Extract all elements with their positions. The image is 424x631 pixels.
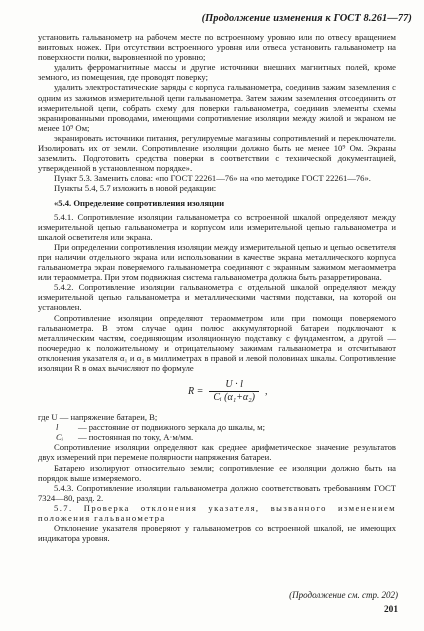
paragraph: Пункт 5.3. Заменить слова: «по ГОСТ 22261—76» на «по методике ГОСТ 22261—76». <box>54 173 371 184</box>
formula-fraction <box>209 380 259 403</box>
paragraph: Сопротивление изоляции определяют тераомметром или при помощи поверяемого гальванометра. В этом случае один полюс аккумуляторной батареи подключают к металлическим частям, соединяющим изоляционную подставку с фундаментом, а другой — поочередно к положительному и отрицательному зажимам гальванометра и отсчитывают отклонения указателя α₁ и α₂ в миллиметрах в правой и левой половинах шкалы. Сопротивление изоляции R в омах вычисляют по формуле <box>38 312 396 373</box>
continuation-note: (Продолжение см. стр. 202) <box>289 590 398 600</box>
paragraph: удалить электростатические заряды с корпуса гальванометра, соединив зажим заземления с одним из зажимов измерительной цепи гальванометра. Затем зажим заземления отсоединить от измерительной цепи, собрать схему для поверки гальванометра, соединив элементы схемы экранированными проводами, имеющими сопротивление изоляции между жилой и экраном не менее 10⁹ Ом; <box>38 82 396 133</box>
paragraph: Батарею изолируют относительно земли; сопротивление ее изоляции должно быть на порядок выше измеряемого. <box>38 462 396 483</box>
legend-intro: где U — напряжение батареи, В; <box>38 412 158 423</box>
legend-symbol: Cᵢ <box>56 432 64 443</box>
legend-row <box>38 432 396 442</box>
paragraph: 5.4.2. Сопротивление изоляции гальванометра с отдельной шкалой определяют между измерительной цепью гальванометра и металлическими частями подставки, на которой он установлен. <box>38 282 396 313</box>
paragraph: 5.4.1. Сопротивление изоляции гальванометра со встроенной шкалой определяют между измерительной цепью гальванометра и корпусом или измерительной цепью гальванометра и шкалой осветителя или экрана. <box>38 211 396 242</box>
document-body <box>38 32 396 543</box>
formula-denominator: Cᵢ (α₁+α₂) <box>209 391 259 403</box>
paragraph: При определении сопротивления изоляции между измерительной цепью и цепью осветителя при наличии отдельного экрана или использовании в качестве экрана металлического корпуса гальванометра экран поверяемого гальванометра соединяют с экранным зажимом мегаомметра или тераомметра. При этом подвижная система гальванометра должна быть разарретирована. <box>38 241 396 283</box>
formula-suffix: , <box>264 385 268 397</box>
paragraph: Отклонение указателя проверяют у гальванометров со встроенной шкалой, не имеющих индикатора уровня. <box>38 523 396 544</box>
section-heading: «5.4. Определение сопротивления изоляции <box>54 197 225 208</box>
legend-text: — постоянная по току, А·м/мм. <box>78 432 194 443</box>
formula-numerator: U · l <box>225 379 243 391</box>
page-number: 201 <box>383 605 398 615</box>
paragraph: Пункты 5.4, 5.7 изложить в новой редакции: <box>54 183 217 194</box>
paragraph: установить гальванометр на рабочем месте по встроенному уровню или по отвесу вращением винтовых ножек. При отсутствии встроенного уровня или отвеса установить гальванометр на поверхности полки, выровненной по уровню; <box>38 32 396 63</box>
formula-lhs: R = <box>188 385 204 397</box>
paragraph: экранировать источники питания, регулируемые магазины сопротивлений и переключатели. Изолировать их от земли. Сопротивление изоляции должно быть не менее 10⁹ Ом. Экраны заземлить. Подготовить средства поверки в соответствии с технической документацией, утвержденной в установленном порядке». <box>38 132 396 174</box>
subsection-heading: 5.7. Проверка отклонения указателя, вызванного изменением положения гальванометра <box>38 502 396 524</box>
page-header: (Продолжение изменения к ГОСТ 8.261—77) <box>201 13 412 24</box>
legend-symbol: l <box>56 422 59 433</box>
paragraph: Сопротивление изоляции определяют как среднее арифметическое значение результатов двух измерений при перемене полярности напряжения батареи. <box>38 442 396 463</box>
formula <box>38 376 396 410</box>
legend-row <box>38 422 396 432</box>
paragraph: 5.4.3. Сопротивление изоляции гальванометра должно соответствовать требованиям ГОСТ 7324—80, разд. 2. <box>38 482 396 503</box>
legend-text: — расстояние от подвижного зеркала до шкалы, м; <box>78 422 265 433</box>
paragraph: удалить ферромагнитные массы и другие источники внешних магнитных полей, кроме земного, из помещения, где проводят поверку; <box>38 62 396 83</box>
